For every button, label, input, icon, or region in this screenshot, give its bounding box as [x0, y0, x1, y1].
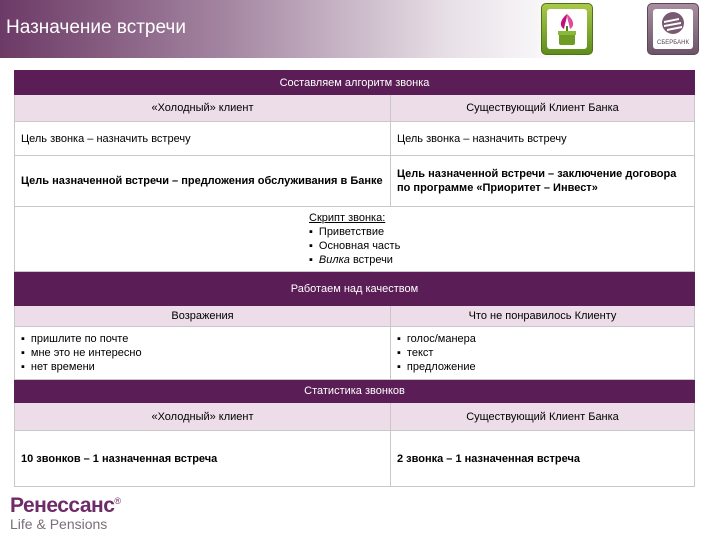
column-header-client-dislikes: Что не понравилось Клиенту: [391, 306, 695, 327]
renaissance-logo: [10, 494, 121, 532]
table-row: [15, 156, 695, 207]
bank-logo: [647, 3, 699, 55]
bank-logo-text: СБЕРБАНК: [657, 40, 689, 46]
objections-list: [21, 332, 384, 374]
list-item: ▪ нет времени: [21, 360, 384, 374]
column-header-objections: Возражения: [15, 306, 391, 327]
header-bar: [0, 0, 720, 58]
list-item: ▪ голос/манера: [397, 332, 688, 346]
list-item: ▪ мне это не интересно: [21, 346, 384, 360]
column-header-cold-client: «Холодный» клиент: [15, 95, 391, 122]
section-header-stats: [15, 380, 695, 403]
meeting-goal-cold: Цель назначенной встречи – предложения обслуживания в Банке: [15, 156, 391, 207]
call-plan-table: [14, 70, 695, 487]
column-header-existing-client: Существующий Клиент Банка: [391, 403, 695, 431]
sberbank-logo-icon: [653, 9, 693, 39]
script-item-fork: Вилка: [318, 254, 350, 266]
page-title: Назначение встречи: [6, 17, 186, 38]
script-item-meeting: встречи: [349, 254, 393, 266]
meeting-goal-existing: Цель назначенной встречи – заключение договора по программе «Приоритет – Инвест»: [391, 156, 695, 207]
list-item: ▪ предложение: [397, 360, 688, 374]
list-item: ▪ Приветствие: [309, 225, 688, 239]
table-row: [15, 122, 695, 156]
column-header-cold-client: «Холодный» клиент: [15, 403, 391, 431]
call-script: [15, 207, 695, 272]
call-script-list: [309, 225, 688, 267]
list-item: ▪ текст: [397, 346, 688, 360]
call-goal-existing: Цель звонка – назначить встречу: [391, 122, 695, 156]
column-headers-quality: [15, 306, 695, 327]
section-title-algorithm: Составляем алгоритм звонка: [15, 71, 695, 95]
brand-tagline: Life & Pensions: [10, 516, 108, 532]
client-dislikes-list: [397, 332, 688, 374]
stats-cold-value: 10 звонков – 1 назначенная встреча: [15, 431, 391, 487]
list-item: ▪ Основная часть: [309, 239, 688, 253]
column-headers-algorithm: [15, 95, 695, 122]
flower-pot-icon: [547, 9, 587, 49]
section-header-algorithm: [15, 71, 695, 95]
section-title-quality: Работаем над качеством: [15, 272, 695, 306]
brand-name: Ренессанс: [10, 494, 115, 517]
section-header-quality: [15, 272, 695, 306]
objections-cell: [15, 327, 391, 380]
list-item: ▪ пришлите по почте: [21, 332, 384, 346]
stats-existing-value: 2 звонка – 1 назначенная встреча: [391, 431, 695, 487]
call-goal-cold: Цель звонка – назначить встречу: [15, 122, 391, 156]
column-headers-stats: [15, 403, 695, 431]
column-header-existing-client: Существующий Клиент Банка: [391, 95, 695, 122]
partner-logo: [541, 3, 593, 55]
registered-mark: ®: [114, 496, 121, 506]
call-script-row: [15, 207, 695, 272]
section-title-stats: Статистика звонков: [15, 380, 695, 403]
call-script-title: Скрипт звонка:: [309, 212, 386, 224]
table-row: [15, 431, 695, 487]
client-dislikes-cell: [391, 327, 695, 380]
list-item: [309, 253, 688, 267]
table-row: [15, 327, 695, 380]
